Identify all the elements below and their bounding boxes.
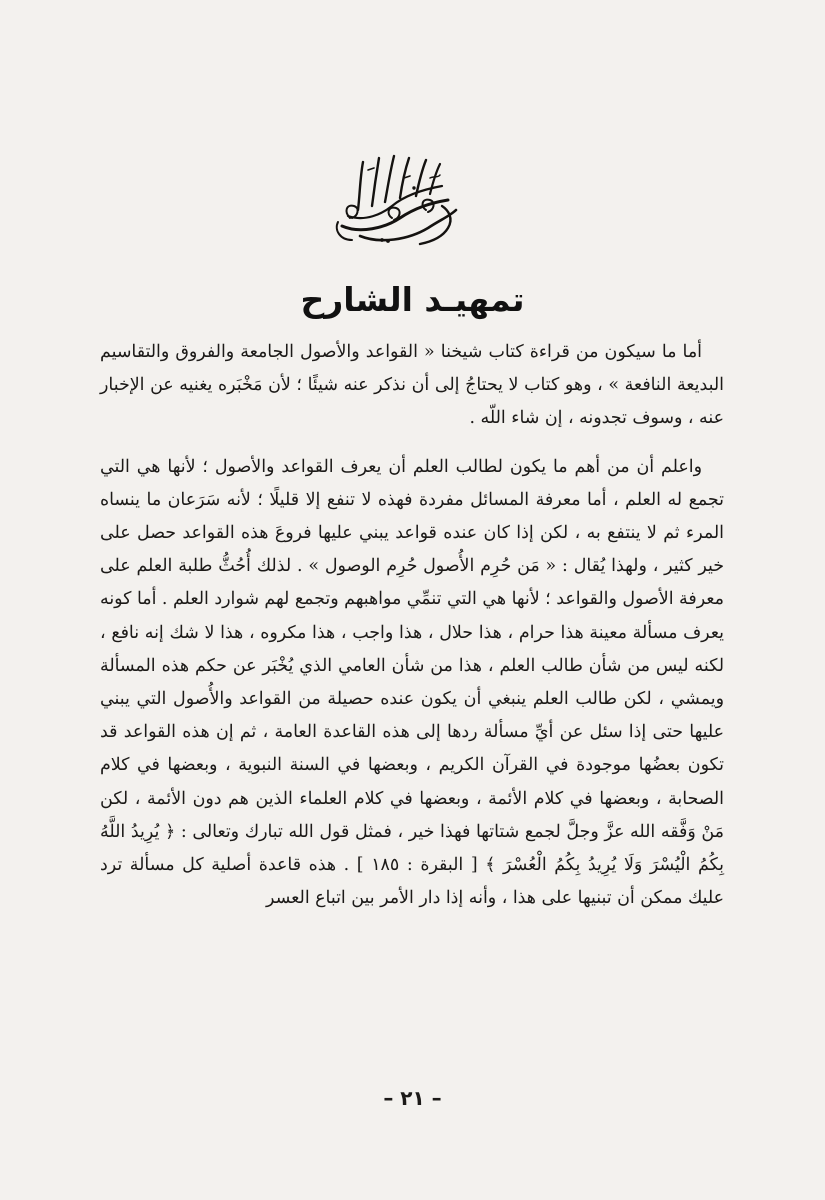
basmala-calligraphy-icon xyxy=(330,148,465,248)
chapter-title: تمهيـد الشارح xyxy=(300,280,525,319)
paragraph: واعلم أن من أهم ما يكون لطالب العلم أن يعرف القواعد والأصول ؛ لأنها هي التي تجمع له العلم ، أما معرفة المسائل مفردة فهذه لا تنفع إلا قليلًا ؛ لأنه سَرَعان ما ينساه المرء ثم لا ينتفع به ، لكن إذا كان عنده قواعد يبني عليها فروعَ هذه القواعد حصل على خير كثير ، ولهذا يُقال : « مَن حُرِم الأُصول حُرِم الوصول » . لذلك أُحُثُّ طلبة العلم على معرفة الأصول والقواعد ؛ لأنها هي التي تنمِّي مواهبهم وتجمع لهم شوارد العلم . أما كونه يعرف مسألة معينة هذا حرام ، هذا حلال ، هذا واجب ، هذا مكروه ، هذا لا شك إنه نافع ، لكنه ليس من شأن طالب العلم ، هذا من شأن العامي الذي يُخْبَر عن حكم هذه المسألة ويمشي ، لكن طالب العلم ينبغي أن يكون عنده حصيلة من القواعد والأُصول التي يبني عليها حتى إذا سئل عن أيِّ مسألة ردها إلى هذه القاعدة العامة ، ثم إن هذه القواعد قد تكون بعضُها موجودة في القرآن الكريم ، وبعضها في السنة النبوية ، وبعضها في كلام الصحابة ، وبعضها في كلام الأئمة ، وبعضها في كلام العلماء الذين هم دون الأئمة ، لكن مَنْ وَفَّقه الله عزَّ وجلَّ لجمع شتاتها فهذا خير ، فمثل قول الله تبارك وتعالى : ﴿ يُرِيدُ اللَّهُ بِكُمُ الْيُسْرَ وَلَا يُرِيدُ بِكُمُ الْعُسْرَ ﴾ [ البقرة : ١٨٥ ] . هذه قاعدة أصلية كل مسألة ترد عليك ممكن أن تبنيها على هذا ، وأنه إذا دار الأمر بين اتباع العسر xyxy=(100,456,724,909)
page-number: – ٢١ – xyxy=(383,1086,442,1110)
body-text xyxy=(100,336,724,915)
paragraph: أما ما سيكون من قراءة كتاب شيخنا « القواعد والأصول الجامعة والفروق والتقاسيم البديعة النافعة » ، وهو كتاب لا يحتاجُ إلى أن نذكر عنه شيئًا ؛ لأن مَخْبَره يغنيه عن الإخبار عنه ، وسوف تجدونه ، إن شاء اللّه . xyxy=(100,342,724,429)
basmala-calligraphy xyxy=(330,148,465,248)
